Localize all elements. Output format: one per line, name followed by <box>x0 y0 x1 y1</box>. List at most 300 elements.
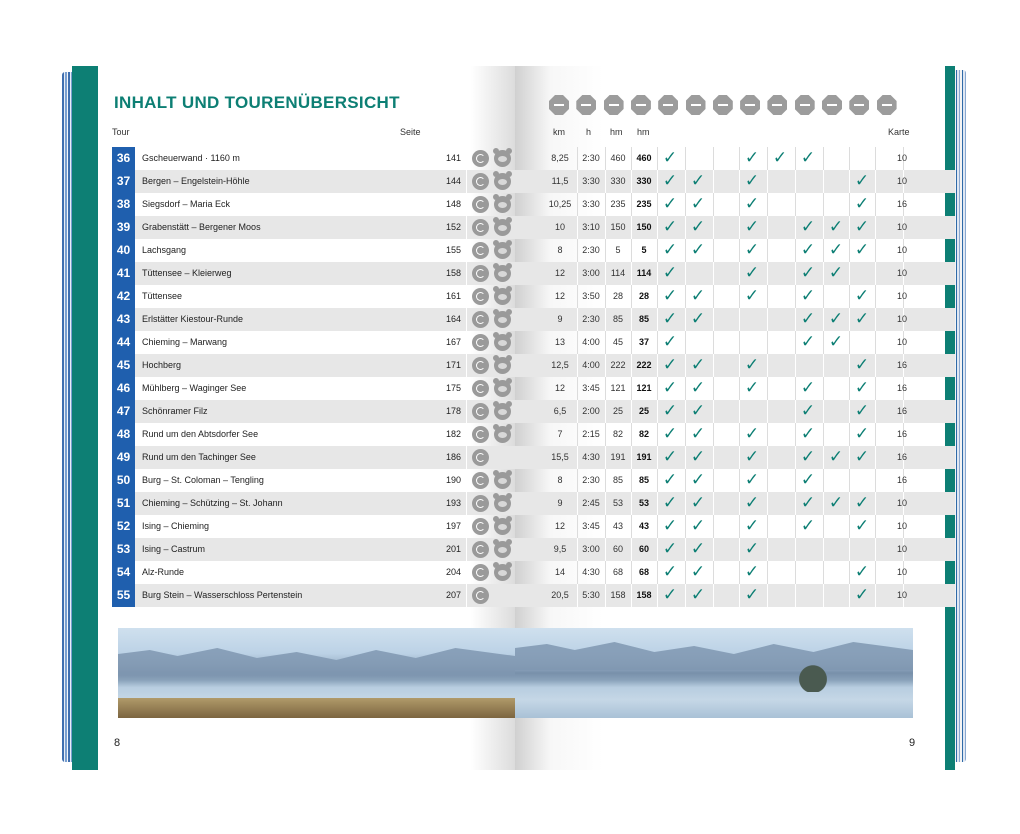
column-divider <box>823 354 824 377</box>
kids-bear-icon <box>494 150 511 167</box>
kids-bear-icon <box>494 242 511 259</box>
tour-name: Ising – Castrum <box>142 544 206 554</box>
category-glyph <box>636 104 646 106</box>
category-glyph <box>800 104 810 106</box>
table-row <box>112 400 515 423</box>
check-icon: ✓ <box>662 447 678 467</box>
bear-face <box>498 570 507 576</box>
distance-km: 7 <box>557 429 563 439</box>
column-divider <box>577 446 578 469</box>
column-divider <box>713 170 714 193</box>
column-divider <box>605 239 606 262</box>
tour-number: 49 <box>112 446 135 469</box>
column-divider <box>823 515 824 538</box>
table-row <box>515 423 955 446</box>
column-divider <box>605 216 606 239</box>
column-divider <box>605 446 606 469</box>
map-number: 10 <box>896 222 907 232</box>
tour-page: 167 <box>445 337 461 347</box>
check-icon: ✓ <box>744 447 760 467</box>
descent-hm: 150 <box>636 222 652 232</box>
column-divider <box>767 400 768 423</box>
column-divider <box>767 354 768 377</box>
tour-number: 52 <box>112 515 135 538</box>
check-icon: ✓ <box>690 401 706 421</box>
column-divider <box>605 147 606 170</box>
map-number: 10 <box>896 544 907 554</box>
column-divider <box>767 561 768 584</box>
column-divider <box>605 308 606 331</box>
table-row <box>515 446 955 469</box>
column-divider <box>577 423 578 446</box>
table-row <box>515 170 955 193</box>
duration-h: 2:45 <box>582 498 600 508</box>
duration-h: 2:30 <box>582 314 600 324</box>
ascent-hm: 85 <box>612 314 623 324</box>
distance-km: 9 <box>557 314 563 324</box>
table-row <box>515 561 955 584</box>
column-divider <box>767 216 768 239</box>
tour-page: 152 <box>445 222 461 232</box>
ascent-hm: 114 <box>610 268 626 278</box>
column-divider <box>577 469 578 492</box>
category-glyph <box>882 104 892 106</box>
tour-number: 45 <box>112 354 135 377</box>
check-icon: ✓ <box>690 171 706 191</box>
column-divider <box>713 400 714 423</box>
ascent-hm: 68 <box>612 567 623 577</box>
column-divider <box>823 469 824 492</box>
left-page <box>72 66 515 770</box>
title-arrow-icon <box>98 94 108 112</box>
category-glyph <box>691 104 701 106</box>
column-divider <box>875 492 876 515</box>
distance-km: 6,5 <box>553 406 567 416</box>
column-divider <box>631 170 632 193</box>
column-divider <box>605 331 606 354</box>
column-divider <box>849 331 850 354</box>
category-icon-12 <box>849 95 869 115</box>
column-divider <box>875 584 876 607</box>
column-divider <box>713 331 714 354</box>
category-icon-2 <box>576 95 596 115</box>
ascent-hm: 330 <box>610 176 626 186</box>
column-divider <box>631 239 632 262</box>
column-divider <box>605 584 606 607</box>
map-number: 10 <box>896 521 907 531</box>
tour-number: 54 <box>112 561 135 584</box>
column-divider <box>577 377 578 400</box>
table-row <box>515 492 955 515</box>
check-icon: ✓ <box>772 148 788 168</box>
table-row <box>515 584 955 607</box>
map-number: 16 <box>896 199 907 209</box>
column-divider <box>631 446 632 469</box>
circular-route-icon <box>472 449 489 466</box>
check-icon: ✓ <box>662 217 678 237</box>
category-glyph <box>609 104 619 106</box>
map-number: 10 <box>896 268 907 278</box>
column-divider <box>739 331 740 354</box>
column-divider <box>577 400 578 423</box>
column-divider <box>875 331 876 354</box>
column-divider <box>577 492 578 515</box>
check-icon: ✓ <box>828 240 844 260</box>
ascent-hm: 121 <box>610 383 626 393</box>
table-row <box>515 515 955 538</box>
tour-page: 186 <box>445 452 461 462</box>
duration-h: 3:30 <box>582 199 600 209</box>
tour-name: Alz-Runde <box>142 567 185 577</box>
table-row <box>112 538 515 561</box>
check-icon: ✓ <box>662 378 678 398</box>
column-divider <box>767 262 768 285</box>
column-divider <box>767 170 768 193</box>
descent-hm: 191 <box>636 452 652 462</box>
tour-page: 207 <box>445 590 461 600</box>
duration-h: 2:30 <box>582 245 600 255</box>
circular-route-icon <box>472 472 489 489</box>
column-divider <box>466 423 467 446</box>
page-number-right: 9 <box>909 737 916 749</box>
column-divider <box>631 584 632 607</box>
tour-name: Tüttensee – Kleierweg <box>142 268 232 278</box>
check-icon: ✓ <box>854 424 870 444</box>
column-divider <box>713 492 714 515</box>
tour-page: 190 <box>445 475 461 485</box>
tree-island <box>785 660 841 692</box>
kids-bear-icon <box>494 334 511 351</box>
circular-route-icon <box>472 518 489 535</box>
tour-name: Rund um den Tachinger See <box>142 452 256 462</box>
tour-name: Erlstätter Kiestour-Runde <box>142 314 244 324</box>
table-row <box>112 354 515 377</box>
circular-route-icon <box>472 541 489 558</box>
circular-route-icon <box>472 357 489 374</box>
tour-name: Mühlberg – Waginger See <box>142 383 247 393</box>
column-divider <box>767 423 768 446</box>
header-seite: Seite <box>400 127 421 137</box>
column-divider <box>875 469 876 492</box>
category-icon-1 <box>549 95 569 115</box>
tour-name: Siegsdorf – Maria Eck <box>142 199 231 209</box>
lake-photo-right <box>515 628 913 718</box>
column-divider <box>605 285 606 308</box>
check-icon: ✓ <box>662 171 678 191</box>
tour-name: Rund um den Abtsdorfer See <box>142 429 259 439</box>
check-icon: ✓ <box>854 447 870 467</box>
duration-h: 4:30 <box>582 452 600 462</box>
tour-page: 158 <box>445 268 461 278</box>
page-title: INHALT UND TOURENÜBERSICHT <box>114 93 400 112</box>
check-icon: ✓ <box>662 585 678 605</box>
column-divider <box>875 423 876 446</box>
map-number: 16 <box>896 429 907 439</box>
kids-bear-icon <box>494 288 511 305</box>
column-divider <box>577 331 578 354</box>
category-icon-4 <box>631 95 651 115</box>
column-divider <box>466 354 467 377</box>
column-divider <box>466 515 467 538</box>
table-row <box>112 423 515 446</box>
tour-name: Burg – St. Coloman – Tengling <box>142 475 264 485</box>
category-icon-5 <box>658 95 678 115</box>
check-icon: ✓ <box>828 309 844 329</box>
descent-hm: 235 <box>636 199 652 209</box>
check-icon: ✓ <box>690 194 706 214</box>
descent-hm: 158 <box>636 590 652 600</box>
map-number: 10 <box>896 590 907 600</box>
header-tour: Tour <box>112 127 130 137</box>
column-divider <box>631 354 632 377</box>
category-icon-7 <box>713 95 733 115</box>
column-divider <box>577 170 578 193</box>
column-divider <box>767 331 768 354</box>
duration-h: 2:30 <box>582 153 600 163</box>
circular-route-icon <box>472 403 489 420</box>
column-divider <box>605 400 606 423</box>
circular-route-icon <box>472 380 489 397</box>
check-icon: ✓ <box>800 447 816 467</box>
column-divider <box>875 538 876 561</box>
circular-route-icon <box>472 564 489 581</box>
tour-page: 171 <box>445 360 461 370</box>
check-icon: ✓ <box>800 401 816 421</box>
bear-face <box>498 432 507 438</box>
duration-h: 4:00 <box>582 337 600 347</box>
descent-hm: 37 <box>638 337 649 347</box>
column-divider <box>466 193 467 216</box>
column-divider <box>767 446 768 469</box>
column-divider <box>466 446 467 469</box>
tour-name: Chieming – Schützing – St. Johann <box>142 498 283 508</box>
column-divider <box>631 262 632 285</box>
kids-bear-icon <box>494 357 511 374</box>
tour-number: 50 <box>112 469 135 492</box>
column-divider <box>823 538 824 561</box>
check-icon: ✓ <box>854 355 870 375</box>
table-row <box>515 538 955 561</box>
distance-km: 14 <box>554 567 565 577</box>
check-icon: ✓ <box>854 401 870 421</box>
column-divider <box>466 216 467 239</box>
duration-h: 4:30 <box>582 567 600 577</box>
descent-hm: 85 <box>638 314 649 324</box>
tour-number: 42 <box>112 285 135 308</box>
column-divider <box>795 538 796 561</box>
category-icon-11 <box>822 95 842 115</box>
map-number: 16 <box>896 475 907 485</box>
check-icon: ✓ <box>800 217 816 237</box>
distance-km: 8,25 <box>551 153 569 163</box>
descent-hm: 53 <box>638 498 649 508</box>
table-row <box>112 515 515 538</box>
kids-bear-icon <box>494 541 511 558</box>
tour-number: 37 <box>112 170 135 193</box>
bear-face <box>498 478 507 484</box>
kids-bear-icon <box>494 380 511 397</box>
tour-number: 39 <box>112 216 135 239</box>
ascent-hm: 60 <box>612 544 623 554</box>
column-divider <box>767 308 768 331</box>
column-divider <box>713 515 714 538</box>
check-icon: ✓ <box>828 263 844 283</box>
tour-page: 204 <box>445 567 461 577</box>
kids-bear-icon <box>494 472 511 489</box>
check-icon: ✓ <box>690 286 706 306</box>
map-number: 16 <box>896 452 907 462</box>
kids-bear-icon <box>494 518 511 535</box>
column-divider <box>795 193 796 216</box>
column-divider <box>631 285 632 308</box>
circular-route-icon <box>472 334 489 351</box>
column-divider <box>875 446 876 469</box>
duration-h: 4:00 <box>582 360 600 370</box>
descent-hm: 330 <box>636 176 652 186</box>
distance-km: 12,5 <box>551 360 569 370</box>
bear-face <box>498 271 507 277</box>
column-divider <box>823 400 824 423</box>
category-icon-3 <box>604 95 624 115</box>
column-divider <box>605 170 606 193</box>
check-icon: ✓ <box>690 424 706 444</box>
table-row <box>515 239 955 262</box>
column-divider <box>605 538 606 561</box>
category-glyph <box>554 104 564 106</box>
bear-face <box>498 409 507 415</box>
check-icon: ✓ <box>800 263 816 283</box>
category-glyph <box>827 104 837 106</box>
check-icon: ✓ <box>662 493 678 513</box>
column-divider <box>823 423 824 446</box>
column-divider <box>767 515 768 538</box>
column-divider <box>713 147 714 170</box>
kids-bear-icon <box>494 426 511 443</box>
circular-route-icon <box>472 587 489 604</box>
table-row <box>515 147 955 170</box>
category-glyph <box>718 104 728 106</box>
column-divider <box>631 538 632 561</box>
column-divider <box>466 584 467 607</box>
column-divider <box>605 515 606 538</box>
check-icon: ✓ <box>854 309 870 329</box>
table-row <box>112 584 515 607</box>
bear-face <box>498 248 507 254</box>
ascent-hm: 158 <box>610 590 626 600</box>
column-divider <box>767 538 768 561</box>
check-icon: ✓ <box>662 332 678 352</box>
column-divider <box>875 308 876 331</box>
descent-hm: 460 <box>636 153 652 163</box>
table-row <box>515 216 955 239</box>
category-glyph <box>663 104 673 106</box>
check-icon: ✓ <box>744 355 760 375</box>
bear-face <box>498 156 507 162</box>
table-row <box>515 193 955 216</box>
tour-page: 175 <box>445 383 461 393</box>
map-number: 16 <box>896 383 907 393</box>
check-icon: ✓ <box>662 286 678 306</box>
column-divider <box>767 285 768 308</box>
duration-h: 2:15 <box>582 429 600 439</box>
check-icon: ✓ <box>744 378 760 398</box>
circular-route-icon <box>472 242 489 259</box>
column-divider <box>631 561 632 584</box>
column-divider <box>875 285 876 308</box>
column-divider <box>466 538 467 561</box>
column-divider <box>849 469 850 492</box>
check-icon: ✓ <box>800 516 816 536</box>
table-row <box>515 262 955 285</box>
table-row <box>515 285 955 308</box>
column-divider <box>466 331 467 354</box>
column-divider <box>795 561 796 584</box>
check-icon: ✓ <box>662 470 678 490</box>
check-icon: ✓ <box>690 447 706 467</box>
descent-hm: 5 <box>641 245 647 255</box>
check-icon: ✓ <box>828 447 844 467</box>
duration-h: 3:45 <box>582 521 600 531</box>
column-divider <box>605 561 606 584</box>
table-row <box>515 308 955 331</box>
column-divider <box>767 193 768 216</box>
table-row <box>112 469 515 492</box>
column-divider <box>577 285 578 308</box>
check-icon: ✓ <box>800 332 816 352</box>
table-row <box>515 331 955 354</box>
check-icon: ✓ <box>800 148 816 168</box>
table-row <box>515 400 955 423</box>
bear-face <box>498 179 507 185</box>
column-divider <box>466 377 467 400</box>
column-divider <box>767 584 768 607</box>
descent-hm: 68 <box>638 567 649 577</box>
check-icon: ✓ <box>800 378 816 398</box>
column-divider <box>577 216 578 239</box>
column-divider <box>767 239 768 262</box>
column-divider <box>605 262 606 285</box>
table-row <box>112 262 515 285</box>
check-icon: ✓ <box>828 332 844 352</box>
map-number: 10 <box>896 498 907 508</box>
header-hm-up: hm <box>610 127 623 137</box>
table-row <box>112 561 515 584</box>
column-divider <box>739 400 740 423</box>
tour-page: 201 <box>445 544 461 554</box>
column-divider <box>577 147 578 170</box>
check-icon: ✓ <box>744 516 760 536</box>
check-icon: ✓ <box>854 286 870 306</box>
map-number: 10 <box>896 176 907 186</box>
kids-bear-icon <box>494 564 511 581</box>
check-icon: ✓ <box>828 493 844 513</box>
check-icon: ✓ <box>662 240 678 260</box>
tour-number: 51 <box>112 492 135 515</box>
tour-number: 53 <box>112 538 135 561</box>
check-icon: ✓ <box>662 562 678 582</box>
category-icon-10 <box>795 95 815 115</box>
check-icon: ✓ <box>800 286 816 306</box>
table-row <box>515 377 955 400</box>
table-row <box>112 492 515 515</box>
check-icon: ✓ <box>854 585 870 605</box>
column-divider <box>713 561 714 584</box>
column-divider <box>466 469 467 492</box>
tour-page: 164 <box>445 314 461 324</box>
column-divider <box>605 469 606 492</box>
column-divider <box>713 469 714 492</box>
circular-route-icon <box>472 173 489 190</box>
